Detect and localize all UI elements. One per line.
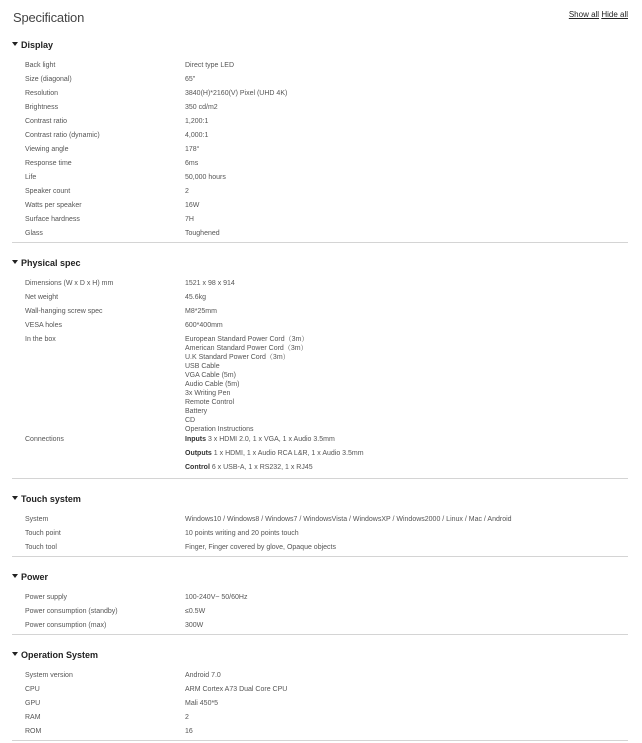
box-item: European Standard Power Cord（3m） bbox=[185, 336, 309, 343]
caret-down-icon bbox=[12, 574, 18, 578]
spec-value: 16 bbox=[185, 728, 193, 735]
spec-label: Life bbox=[25, 174, 37, 181]
spec-label: VESA holes bbox=[25, 322, 62, 329]
spec-value: ARM Cortex A73 Dual Core CPU bbox=[185, 686, 288, 693]
section-toggle-touch-system[interactable] bbox=[12, 493, 628, 505]
box-item: USB Cable bbox=[185, 363, 220, 370]
box-item: CD bbox=[185, 417, 196, 424]
connection-text: 1 x HDMI, 1 x Audio RCA L&R, 1 x Audio 3.5mm bbox=[213, 450, 364, 457]
spec-value: Direct type LED bbox=[185, 62, 235, 69]
spec-label: Surface hardness bbox=[25, 216, 80, 223]
spec-label: Resolution bbox=[25, 90, 59, 97]
connection-key: Control bbox=[185, 464, 210, 471]
caret-down-icon bbox=[12, 496, 18, 500]
spec-value: 65" bbox=[185, 76, 196, 83]
spec-value: 45.6kg bbox=[185, 294, 207, 301]
connections-list bbox=[185, 435, 364, 472]
section-toggle-physical-spec[interactable] bbox=[12, 257, 628, 269]
spec-value: 6ms bbox=[185, 160, 199, 167]
spec-label: Viewing angle bbox=[25, 146, 69, 153]
spec-value: 10 points writing and 20 points touch bbox=[185, 530, 299, 537]
spec-value: 350 cd/m2 bbox=[185, 104, 218, 111]
section-toggle-power[interactable] bbox=[12, 571, 628, 583]
section-title: Display bbox=[21, 40, 54, 50]
page-title: Specification bbox=[13, 10, 85, 25]
spec-value: 300W bbox=[185, 622, 204, 629]
spec-label: CPU bbox=[25, 686, 40, 693]
spec-label: System version bbox=[25, 672, 73, 679]
in-the-box-list bbox=[185, 335, 308, 434]
section-operation-system bbox=[12, 649, 628, 735]
connection-key: Inputs bbox=[185, 436, 206, 443]
section-power bbox=[12, 571, 628, 629]
spec-value: M8*25mm bbox=[185, 308, 217, 315]
caret-down-icon bbox=[12, 260, 18, 264]
spec-value: 2 bbox=[185, 188, 189, 195]
caret-down-icon bbox=[12, 652, 18, 656]
section-title: Operation System bbox=[21, 650, 99, 660]
spec-label: Power supply bbox=[25, 594, 68, 601]
spec-value: ≤0.5W bbox=[185, 608, 206, 615]
spec-label: Watts per speaker bbox=[25, 202, 82, 209]
spec-label: Net weight bbox=[25, 294, 59, 301]
spec-label: Response time bbox=[25, 160, 72, 167]
box-item: Remote Control bbox=[185, 399, 235, 406]
spec-value: 16W bbox=[185, 202, 200, 209]
spec-label: GPU bbox=[25, 700, 41, 707]
spec-label: Size (diagonal) bbox=[25, 76, 72, 83]
spec-value: 50,000 hours bbox=[185, 174, 226, 181]
spec-label: RAM bbox=[25, 714, 41, 721]
section-divider bbox=[12, 634, 628, 635]
box-item: Battery bbox=[185, 408, 208, 415]
toggle-all bbox=[569, 10, 628, 19]
section-divider bbox=[12, 556, 628, 557]
spec-value: 3840(H)*2160(V) Pixel (UHD 4K) bbox=[185, 90, 288, 97]
section-divider bbox=[12, 478, 628, 479]
spec-label: Contrast ratio bbox=[25, 118, 68, 125]
spec-label: Back light bbox=[25, 62, 56, 69]
spec-label: Dimensions (W x D x H) mm bbox=[25, 280, 114, 287]
spec-value: Toughened bbox=[185, 230, 220, 237]
section-divider bbox=[12, 242, 628, 243]
box-item: U.K Standard Power Cord（3m） bbox=[185, 354, 290, 361]
spec-label: Touch point bbox=[25, 530, 61, 537]
spec-label: Brightness bbox=[25, 104, 59, 111]
box-item: American Standard Power Cord（3m） bbox=[185, 345, 308, 352]
connection-key: Outputs bbox=[185, 450, 212, 457]
connection-item bbox=[185, 449, 364, 463]
spec-value: 178° bbox=[185, 146, 200, 153]
spec-label: Connections bbox=[25, 436, 64, 443]
spec-label: Contrast ratio (dynamic) bbox=[25, 132, 100, 139]
section-divider bbox=[12, 740, 628, 741]
section-toggle-display[interactable] bbox=[12, 39, 628, 51]
box-item: VGA Cable (5m) bbox=[185, 372, 236, 379]
section-title: Power bbox=[21, 572, 49, 582]
spec-value: Finger, Finger covered by glove, Opaque objects bbox=[185, 544, 336, 551]
section-title: Physical spec bbox=[21, 258, 81, 268]
spec-value: Android 7.0 bbox=[185, 672, 221, 679]
section-title: Touch system bbox=[21, 494, 81, 504]
box-item: Operation Instructions bbox=[185, 426, 254, 433]
hide-all-link[interactable]: Hide all bbox=[601, 10, 628, 19]
connection-text: 3 x HDMI 2.0, 1 x VGA, 1 x Audio 3.5mm bbox=[207, 436, 335, 443]
spec-label: Power consumption (standby) bbox=[25, 608, 118, 615]
spec-value: 1,200:1 bbox=[185, 118, 209, 125]
section-touch-system bbox=[12, 493, 628, 551]
box-item: 3x Writing Pen bbox=[185, 390, 231, 397]
section-physical-spec bbox=[12, 257, 628, 471]
spec-label: Wall-hanging screw spec bbox=[25, 308, 103, 315]
spec-value: 2 bbox=[185, 714, 189, 721]
section-toggle-operation-system[interactable] bbox=[12, 649, 628, 661]
spec-label: Touch tool bbox=[25, 544, 57, 551]
spec-value: 7H bbox=[185, 216, 194, 223]
section-display bbox=[12, 39, 628, 237]
box-item: Audio Cable (5m) bbox=[185, 381, 240, 388]
caret-down-icon bbox=[12, 42, 18, 46]
connection-item bbox=[185, 463, 364, 472]
connection-text: 6 x USB-A, 1 x RS232, 1 x RJ45 bbox=[211, 464, 313, 471]
spec-label: In the box bbox=[25, 336, 56, 343]
spec-label: System bbox=[25, 516, 49, 523]
spec-value: 100-240V~ 50/60Hz bbox=[185, 594, 248, 601]
spec-label: ROM bbox=[25, 728, 42, 735]
spec-label: Power consumption (max) bbox=[25, 622, 107, 629]
spec-value: Mali 450*5 bbox=[185, 700, 219, 707]
spec-value: 4,000:1 bbox=[185, 132, 209, 139]
spec-value: Windows10 / Windows8 / Windows7 / WindowsVista / WindowsXP / Windows2000 / Linux / Mac / Android bbox=[185, 516, 512, 523]
connection-item bbox=[185, 435, 364, 449]
spec-value: 1521 x 98 x 914 bbox=[185, 280, 235, 287]
spec-label: Glass bbox=[25, 230, 43, 237]
spec-label: Speaker count bbox=[25, 188, 71, 195]
spec-value: 600*400mm bbox=[185, 322, 223, 329]
show-all-link[interactable]: Show all bbox=[568, 10, 600, 19]
